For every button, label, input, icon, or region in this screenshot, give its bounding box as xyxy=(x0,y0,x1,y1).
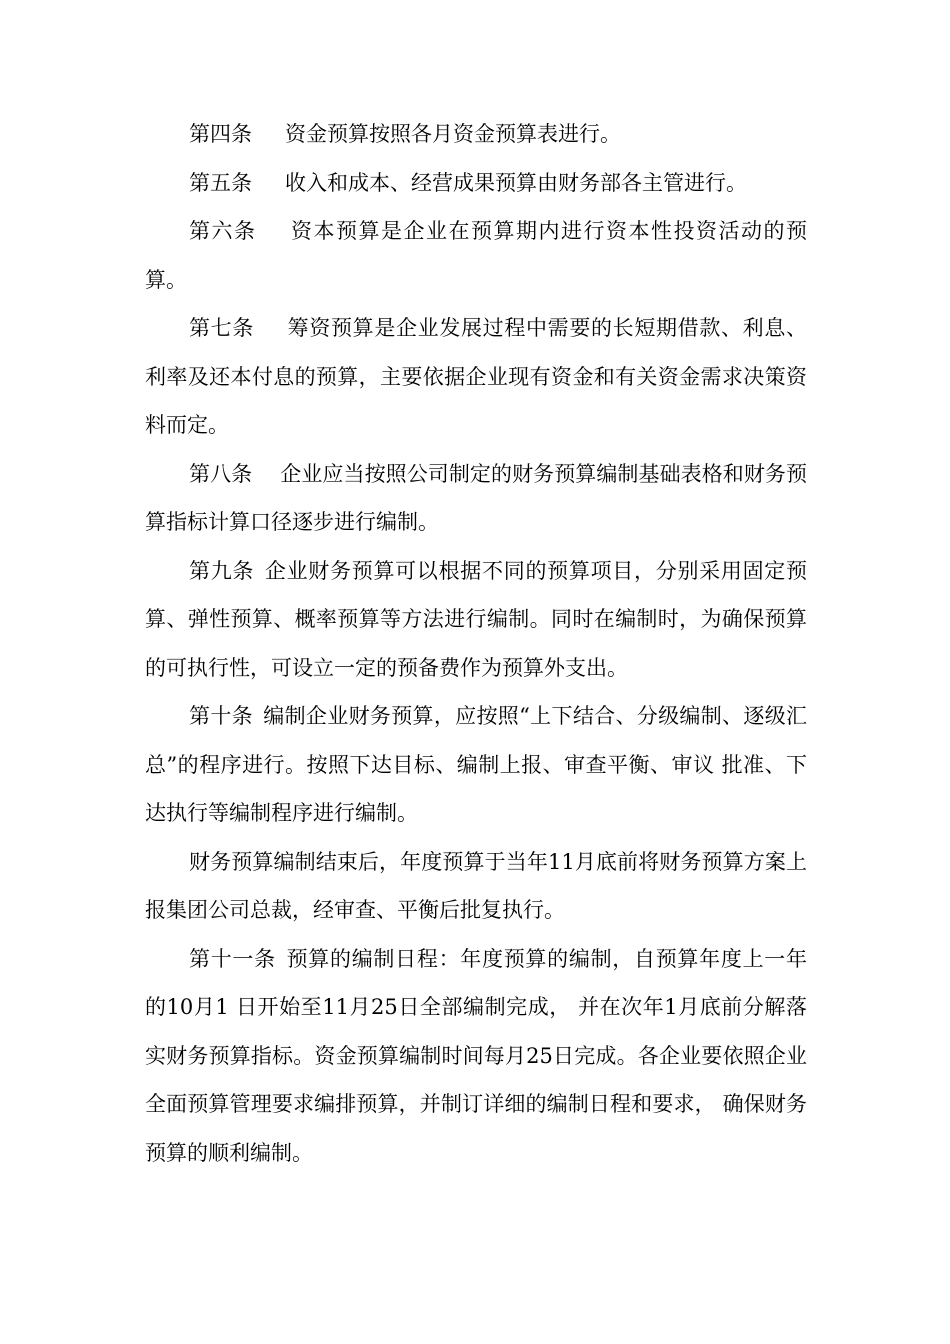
paragraph-article-4 xyxy=(145,110,807,159)
paragraph-article-7 xyxy=(145,304,807,450)
article-number: 第十条 xyxy=(189,704,253,728)
paragraph-article-5 xyxy=(145,159,807,208)
paragraph-text: 财务预算编制结束后，年度预算于当年11月底前将财务预算方案上报集团公司总裁，经审查、平衡后批复执行。 xyxy=(145,849,807,922)
article-number: 第六条 xyxy=(189,219,257,243)
paragraph-text: 资金预算按照各月资金预算表进行。 xyxy=(285,122,621,146)
paragraph-article-6 xyxy=(145,207,807,304)
paragraph-text: 企业应当按照公司制定的财务预算编制基础表格和财务预算指标计算口径逐步进行编制。 xyxy=(145,461,808,534)
paragraph-text: 资本预算是企业在预算期内进行资本性投资活动的预算。 xyxy=(145,219,807,292)
article-number: 第四条 xyxy=(189,122,252,146)
paragraph-text: 筹资预算是企业发展过程中需要的长短期借款、利息、利率及还本付息的预算，主要依据企业现有资金和有关资金需求决策资料而定。 xyxy=(145,316,807,437)
paragraph-article-8 xyxy=(145,450,807,547)
paragraph-text: 编制企业财务预算，应按照“上下结合、分级编制、逐级汇总”的程序进行。按照下达目标、编制上报、审查平衡、审议 批准、下达执行等编制程序进行编制。 xyxy=(145,704,808,825)
document-page xyxy=(145,110,807,1177)
article-number: 第五条 xyxy=(189,170,252,195)
paragraph-text: 预算的编制日程：年度预算的编制，自预算年度上一年的10月1 日开始至11月25日全部编制完成， 并在次年1月底前分解落实财务预算指标。资金预算编制时间每月25日完成。各企业要依照企业全面预算管理要求编排预算，并制订详细的编制日程和要求， 确保财务预算的顺利编制。 xyxy=(145,946,808,1165)
paragraph-article-9 xyxy=(145,547,807,693)
paragraph-article-10 xyxy=(145,692,807,838)
article-number: 第八条 xyxy=(189,461,253,486)
article-number: 第七条 xyxy=(189,316,254,340)
paragraph-text: 企业财务预算可以根据不同的预算项目，分别采用固定预算、弹性预算、概率预算等方法进行编制。同时在编制时，为确保预算的可执行性，可设立一定的预备费作为预算外支出。 xyxy=(145,558,808,680)
paragraph-budget-submission xyxy=(145,838,807,935)
paragraph-text: 收入和成本、经营成果预算由财务部各主管进行。 xyxy=(285,170,747,195)
article-number: 第十一条 xyxy=(189,946,276,971)
article-number: 第九条 xyxy=(189,558,255,583)
paragraph-article-11 xyxy=(145,935,807,1178)
